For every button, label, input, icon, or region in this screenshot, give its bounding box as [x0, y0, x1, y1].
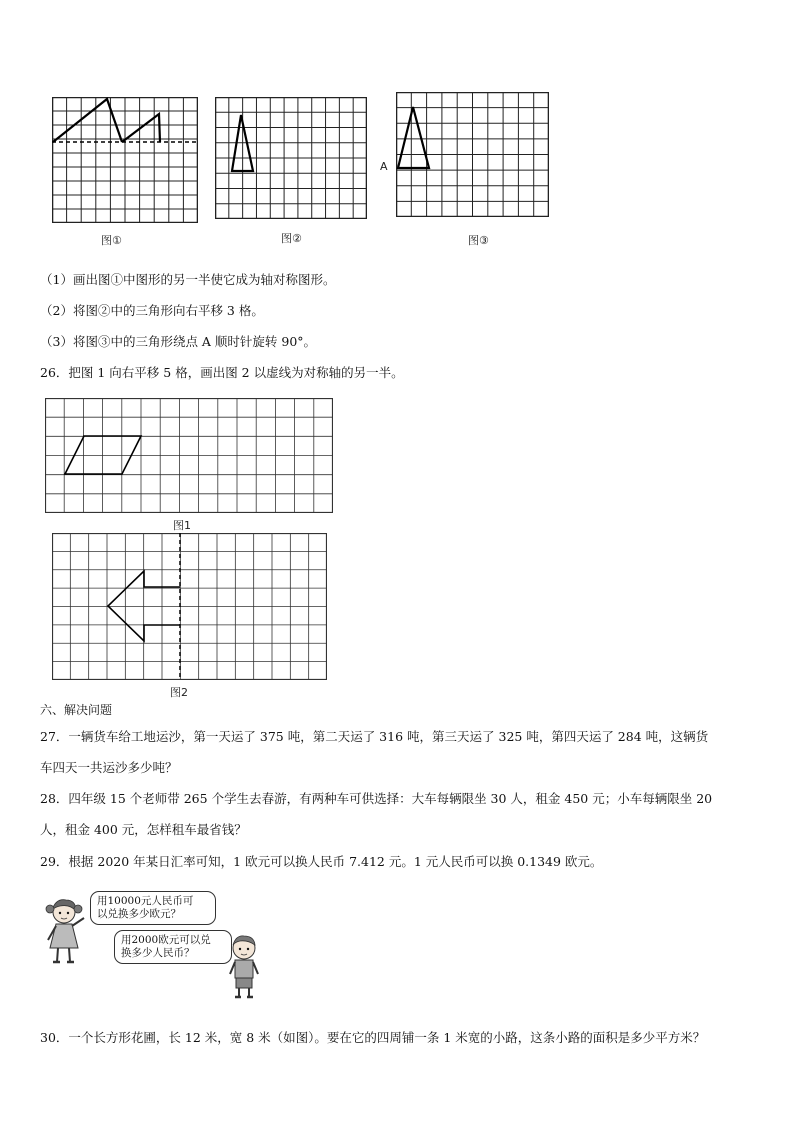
q26-text: 26．把图 1 向右平移 5 格，画出图 2 以虚线为对称轴的另一半。 [40, 365, 404, 380]
q25-item-2: （2）将图②中的三角形向右平移 3 格。 [40, 303, 264, 318]
boy-speech-line-2: 换多少人民币？ [121, 947, 195, 959]
girl-speech-line-1: 用10000元人民币可 [97, 895, 194, 907]
point-a-label: A [380, 160, 388, 173]
boy-speech-bubble [114, 930, 232, 964]
girl-speech-line-2: 以兑换多少欧元？ [97, 908, 181, 920]
boy-speech-line-1: 用2000欧元可以兑 [121, 934, 211, 946]
q25-item-1: （1）画出图①中图形的另一半使它成为轴对称图形。 [40, 272, 336, 287]
girl-illustration [42, 896, 90, 968]
girl-speech-bubble [90, 891, 216, 925]
q28-line-1: 28．四年级 15 个老师带 265 个学生去春游，有两种车可供选择：大车每辆限坐 30 人，租金 450 元；小车每辆限坐 20 [40, 791, 713, 806]
section-title: 六、解决问题 [40, 703, 113, 717]
q26-figure-2-caption: 图2 [170, 686, 188, 699]
q27-line-1: 27．一辆货车给工地运沙，第一天运了 375 吨，第二天运了 316 吨，第三天运了 325 吨，第四天运了 284 吨，这辆货 [40, 729, 709, 744]
q26-figure-2-grid [52, 533, 327, 680]
q26-figure-1-caption: 图1 [173, 519, 191, 532]
q27-line-2: 车四天一共运沙多少吨？ [40, 760, 178, 775]
q30-text: 30．一个长方形花圃，长 12 米，宽 8 米（如图）。要在它的四周铺一条 1 米宽的小路，这条小路的面积是多少平方米？ [40, 1030, 706, 1045]
q29-text: 29．根据 2020 年某日汇率可知，1 欧元可以换人民币 7.412 元。1 元人民币可以换 0.1349 欧元。 [40, 854, 603, 869]
q28-line-2: 人，租金 400 元，怎样租车最省钱？ [40, 822, 247, 837]
figure-2-caption: 图② [281, 232, 302, 245]
figure-1-caption: 图① [101, 234, 122, 247]
figure-3-caption: 图③ [468, 234, 489, 247]
q26-figure-1-grid [45, 398, 333, 513]
boy-illustration [226, 932, 262, 1000]
q25-item-3: （3）将图③中的三角形绕点 A 顺时针旋转 90°。 [40, 334, 317, 349]
figure-1-grid [52, 97, 198, 223]
figure-3-grid [396, 92, 549, 217]
figure-2-grid [215, 97, 367, 219]
